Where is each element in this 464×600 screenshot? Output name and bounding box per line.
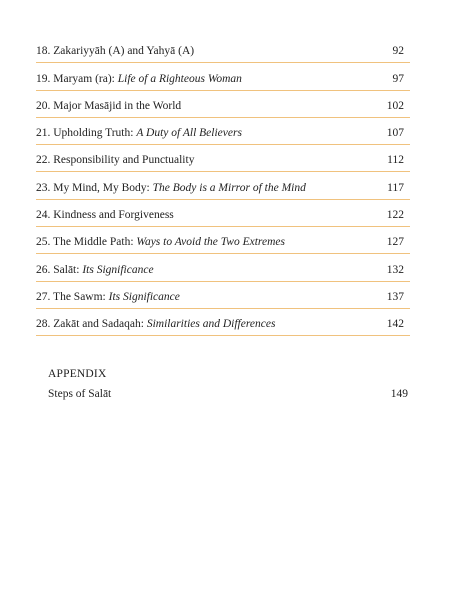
- toc-entry[interactable]: [36, 145, 410, 172]
- toc-entry-title: 26. Salāt: Its Significance: [36, 263, 154, 276]
- toc-entry-page: 137: [386, 290, 404, 303]
- toc-entry[interactable]: [36, 91, 410, 118]
- toc-entry-page: 132: [386, 263, 404, 276]
- toc-entry-title: 28. Zakāt and Sadaqah: Similarities and Differences: [36, 318, 276, 331]
- toc-entry-page: 122: [386, 209, 404, 222]
- toc-entry-title: 27. The Sawm: Its Significance: [36, 290, 180, 303]
- appendix-heading: APPENDIX: [48, 368, 107, 380]
- appendix-entry[interactable]: [48, 388, 410, 404]
- toc-entry-page: 102: [386, 99, 404, 112]
- toc-entry-title: 24. Kindness and Forgiveness: [36, 209, 174, 222]
- toc-entry[interactable]: [36, 309, 410, 336]
- toc-entry-title: 22. Responsibility and Punctuality: [36, 154, 195, 167]
- toc-entry[interactable]: [36, 254, 410, 281]
- toc-entry-page: 142: [386, 318, 404, 331]
- toc-entry-title: 18. Zakariyyāh (A) and Yahyā (A): [36, 45, 195, 58]
- table-of-contents: [36, 36, 410, 336]
- appendix-entry-page: 149: [390, 388, 408, 400]
- toc-entry-title: 20. Major Masājid in the World: [36, 99, 182, 112]
- appendix-section: [48, 368, 410, 404]
- toc-entry-page: 107: [386, 127, 404, 140]
- toc-entry-title: 23. My Mind, My Body: The Body is a Mirror of the Mind: [36, 181, 306, 194]
- toc-entry-page: 92: [392, 45, 404, 58]
- toc-entry-page: 97: [392, 72, 404, 85]
- toc-entry[interactable]: [36, 200, 410, 227]
- toc-entry[interactable]: [36, 63, 410, 90]
- toc-entry[interactable]: [36, 282, 410, 309]
- toc-entry[interactable]: [36, 172, 410, 199]
- toc-entry-title: 25. The Middle Path: Ways to Avoid the Two Extremes: [36, 236, 285, 249]
- toc-entry-title: 21. Upholding Truth: A Duty of All Believers: [36, 127, 242, 140]
- toc-entry[interactable]: [36, 118, 410, 145]
- toc-entry-page: 117: [387, 181, 404, 194]
- appendix-entry-title: Steps of Salāt: [48, 388, 112, 400]
- toc-entry-page: 112: [387, 154, 404, 167]
- toc-entry[interactable]: [36, 36, 410, 63]
- toc-entry-title: 19. Maryam (ra): Life of a Righteous Woman: [36, 72, 242, 85]
- toc-entry[interactable]: [36, 227, 410, 254]
- toc-entry-page: 127: [386, 236, 404, 249]
